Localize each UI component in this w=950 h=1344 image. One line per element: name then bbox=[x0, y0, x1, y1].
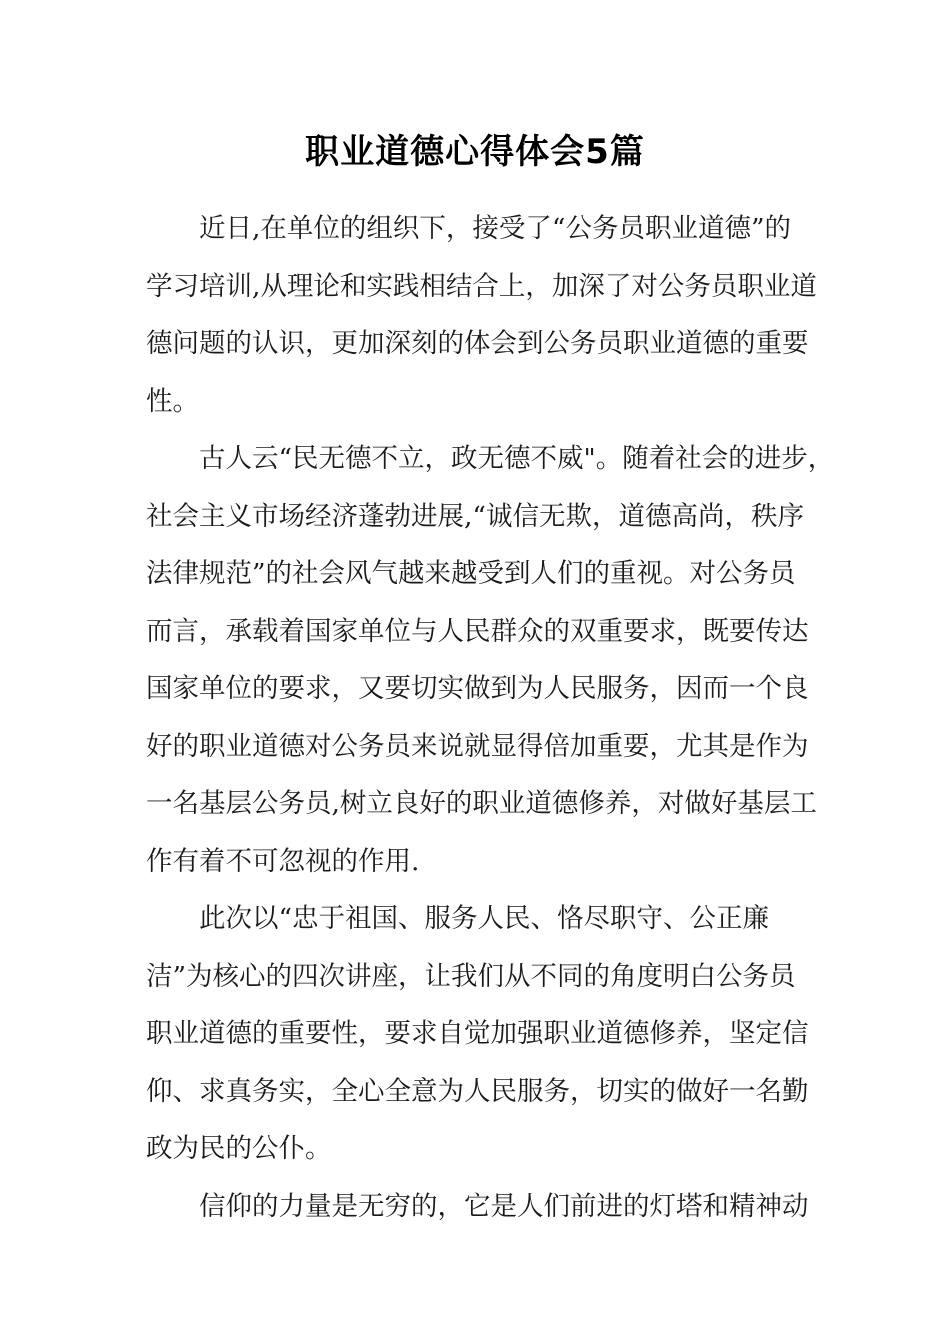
paragraph-2-line-5: 国家单位的要求，又要切实做到为人民服务，因而一个良 bbox=[146, 673, 809, 704]
paragraph-3-line-1: 此次以“忠于祖国、服务人民、恪尽职守、公正廉 bbox=[199, 903, 770, 934]
document-body bbox=[146, 200, 835, 1235]
paragraph-4-line-1: 信仰的力量是无穷的，它是人们前进的灯塔和精神动 bbox=[199, 1190, 809, 1222]
paragraph-2-line-8: 作有着不可忽视的作用. bbox=[146, 845, 420, 877]
paragraph-3-line-3: 职业道德的重要性，要求自觉加强职业道德修养，坚定信 bbox=[146, 1018, 809, 1049]
paragraph-1-line-1: 近日,在单位的组织下，接受了“公务员职业道德”的 bbox=[199, 213, 792, 244]
paragraph-2-line-4: 而言，承载着国家单位与人民群众的双重要求，既要传达 bbox=[146, 615, 809, 647]
paragraph-3-line-2: 洁”为核心的四次讲座，让我们从不同的角度明白公务员 bbox=[146, 960, 796, 992]
paragraph-2-line-7: 一名基层公务员,树立良好的职业道德修养，对做好基层工 bbox=[146, 788, 817, 819]
paragraph-3-line-4: 仰、求真务实，全心全意为人民服务，切实的做好一名勤 bbox=[146, 1075, 809, 1107]
paragraph-3-line-5: 政为民的公仆。 bbox=[146, 1133, 332, 1164]
paragraph-1-line-2: 学习培训,从理论和实践相结合上，加深了对公务员职业道 bbox=[146, 270, 817, 302]
document-title: 职业道德心得体会5篇 bbox=[305, 132, 645, 172]
paragraph-2-line-6: 好的职业道德对公务员来说就显得倍加重要，尤其是作为 bbox=[146, 730, 809, 762]
paragraph-2-line-2: 社会主义市场经济蓬勃进展,“诚信无欺，道德高尚，秩序 bbox=[146, 500, 804, 532]
paragraph-2-line-1: 古人云“民无德不立，政无德不威"。随着社会的进步， bbox=[199, 443, 835, 474]
paragraph-1-line-3: 德问题的认识，更加深刻的体会到公务员职业道德的重要 bbox=[146, 328, 809, 359]
paragraph-1-line-4: 性。 bbox=[146, 385, 199, 417]
paragraph-2-line-3: 法律规范”的社会风气越来越受到人们的重视。对公务员 bbox=[146, 558, 796, 589]
